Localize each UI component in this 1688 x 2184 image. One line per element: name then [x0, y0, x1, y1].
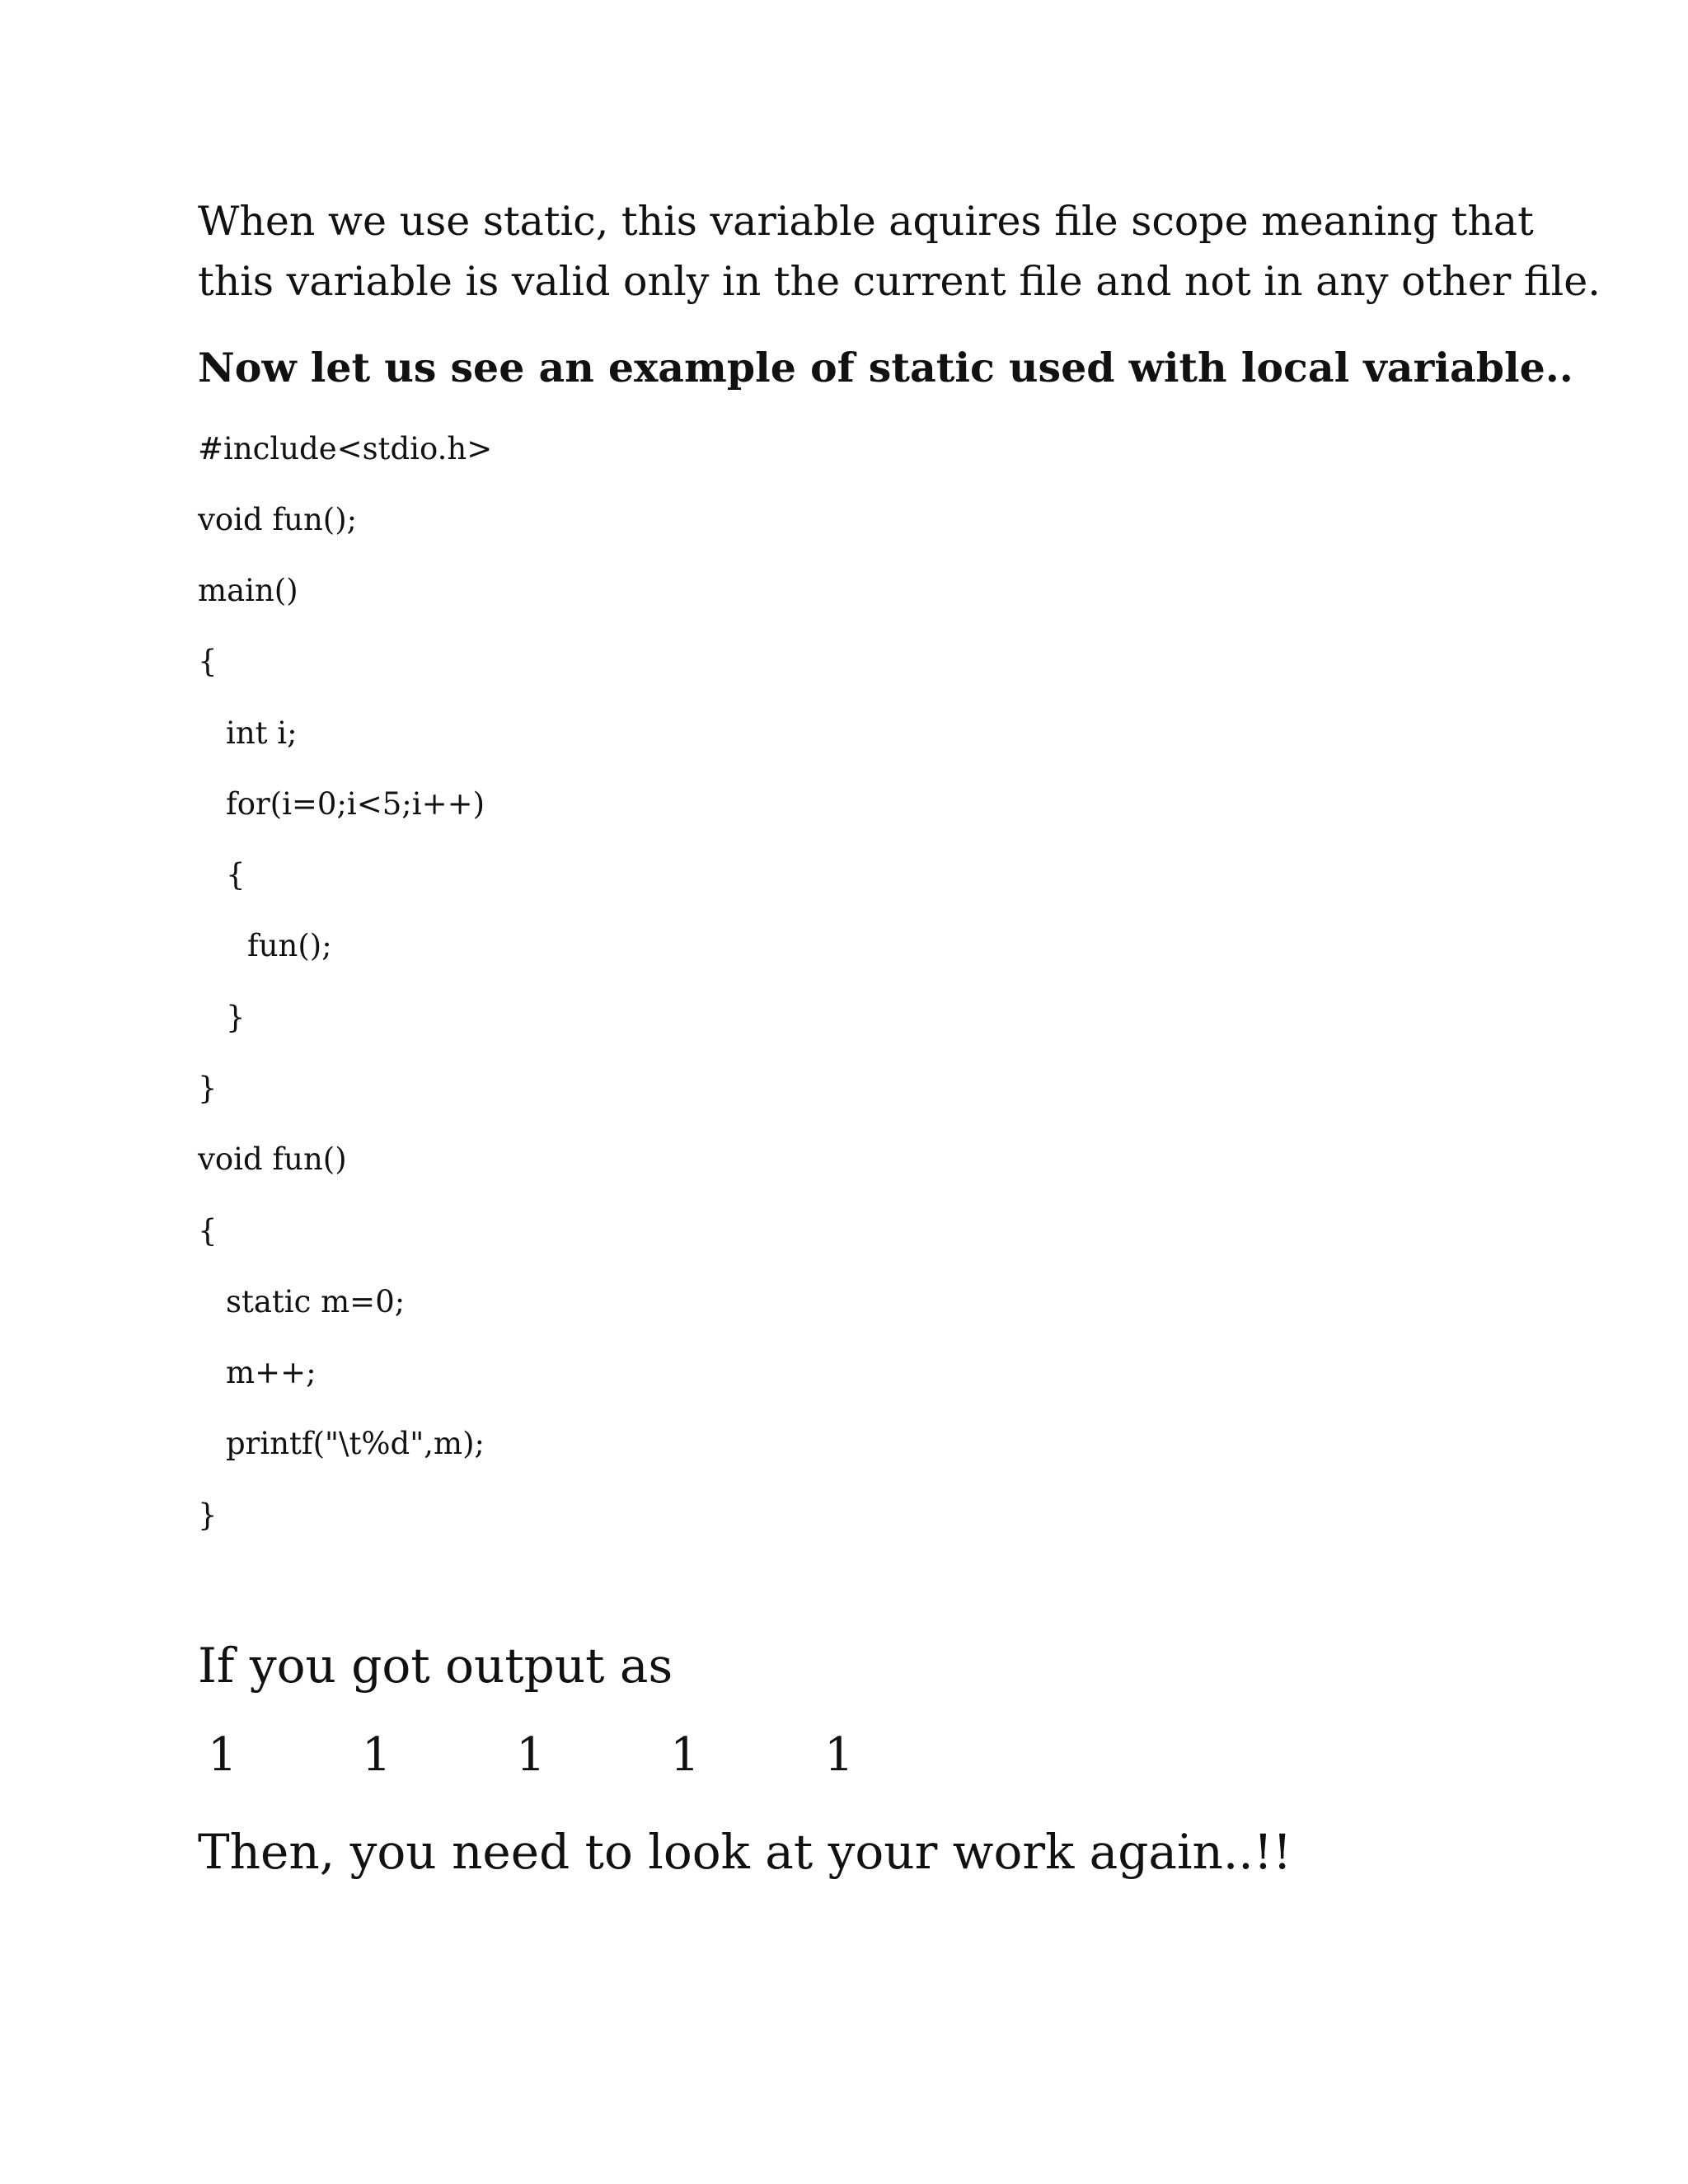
code-line: { — [226, 857, 246, 893]
code-line: static m=0; — [226, 1284, 406, 1319]
section-heading: Now let us see an example of static used with local variable.. — [198, 344, 1573, 391]
code-line: } — [198, 1497, 218, 1533]
output-lead: If you got output as — [198, 1638, 673, 1694]
code-line: void fun(); — [198, 502, 358, 537]
code-line: { — [198, 1213, 218, 1249]
code-line: fun(); — [247, 928, 332, 963]
output-values: 1 1 1 1 1 — [208, 1728, 856, 1782]
code-line: } — [226, 1000, 246, 1035]
code-line: printf("\t%d",m); — [226, 1426, 485, 1461]
code-line: for(i=0;i<5;i++) — [226, 786, 485, 822]
code-line: void fun() — [198, 1141, 347, 1177]
intro-line-1: When we use static, this variable aquires file scope meaning that — [198, 198, 1534, 245]
code-line: int i; — [226, 715, 298, 751]
code-line: #include<stdio.h> — [198, 431, 493, 466]
code-line: } — [198, 1071, 218, 1106]
intro-line-2: this variable is valid only in the current file and not in any other file. — [198, 258, 1601, 305]
code-line: main() — [198, 573, 298, 608]
conclusion-text: Then, you need to look at your work again..!! — [198, 1824, 1292, 1880]
code-line: { — [198, 644, 218, 679]
code-line: m++; — [226, 1355, 316, 1390]
